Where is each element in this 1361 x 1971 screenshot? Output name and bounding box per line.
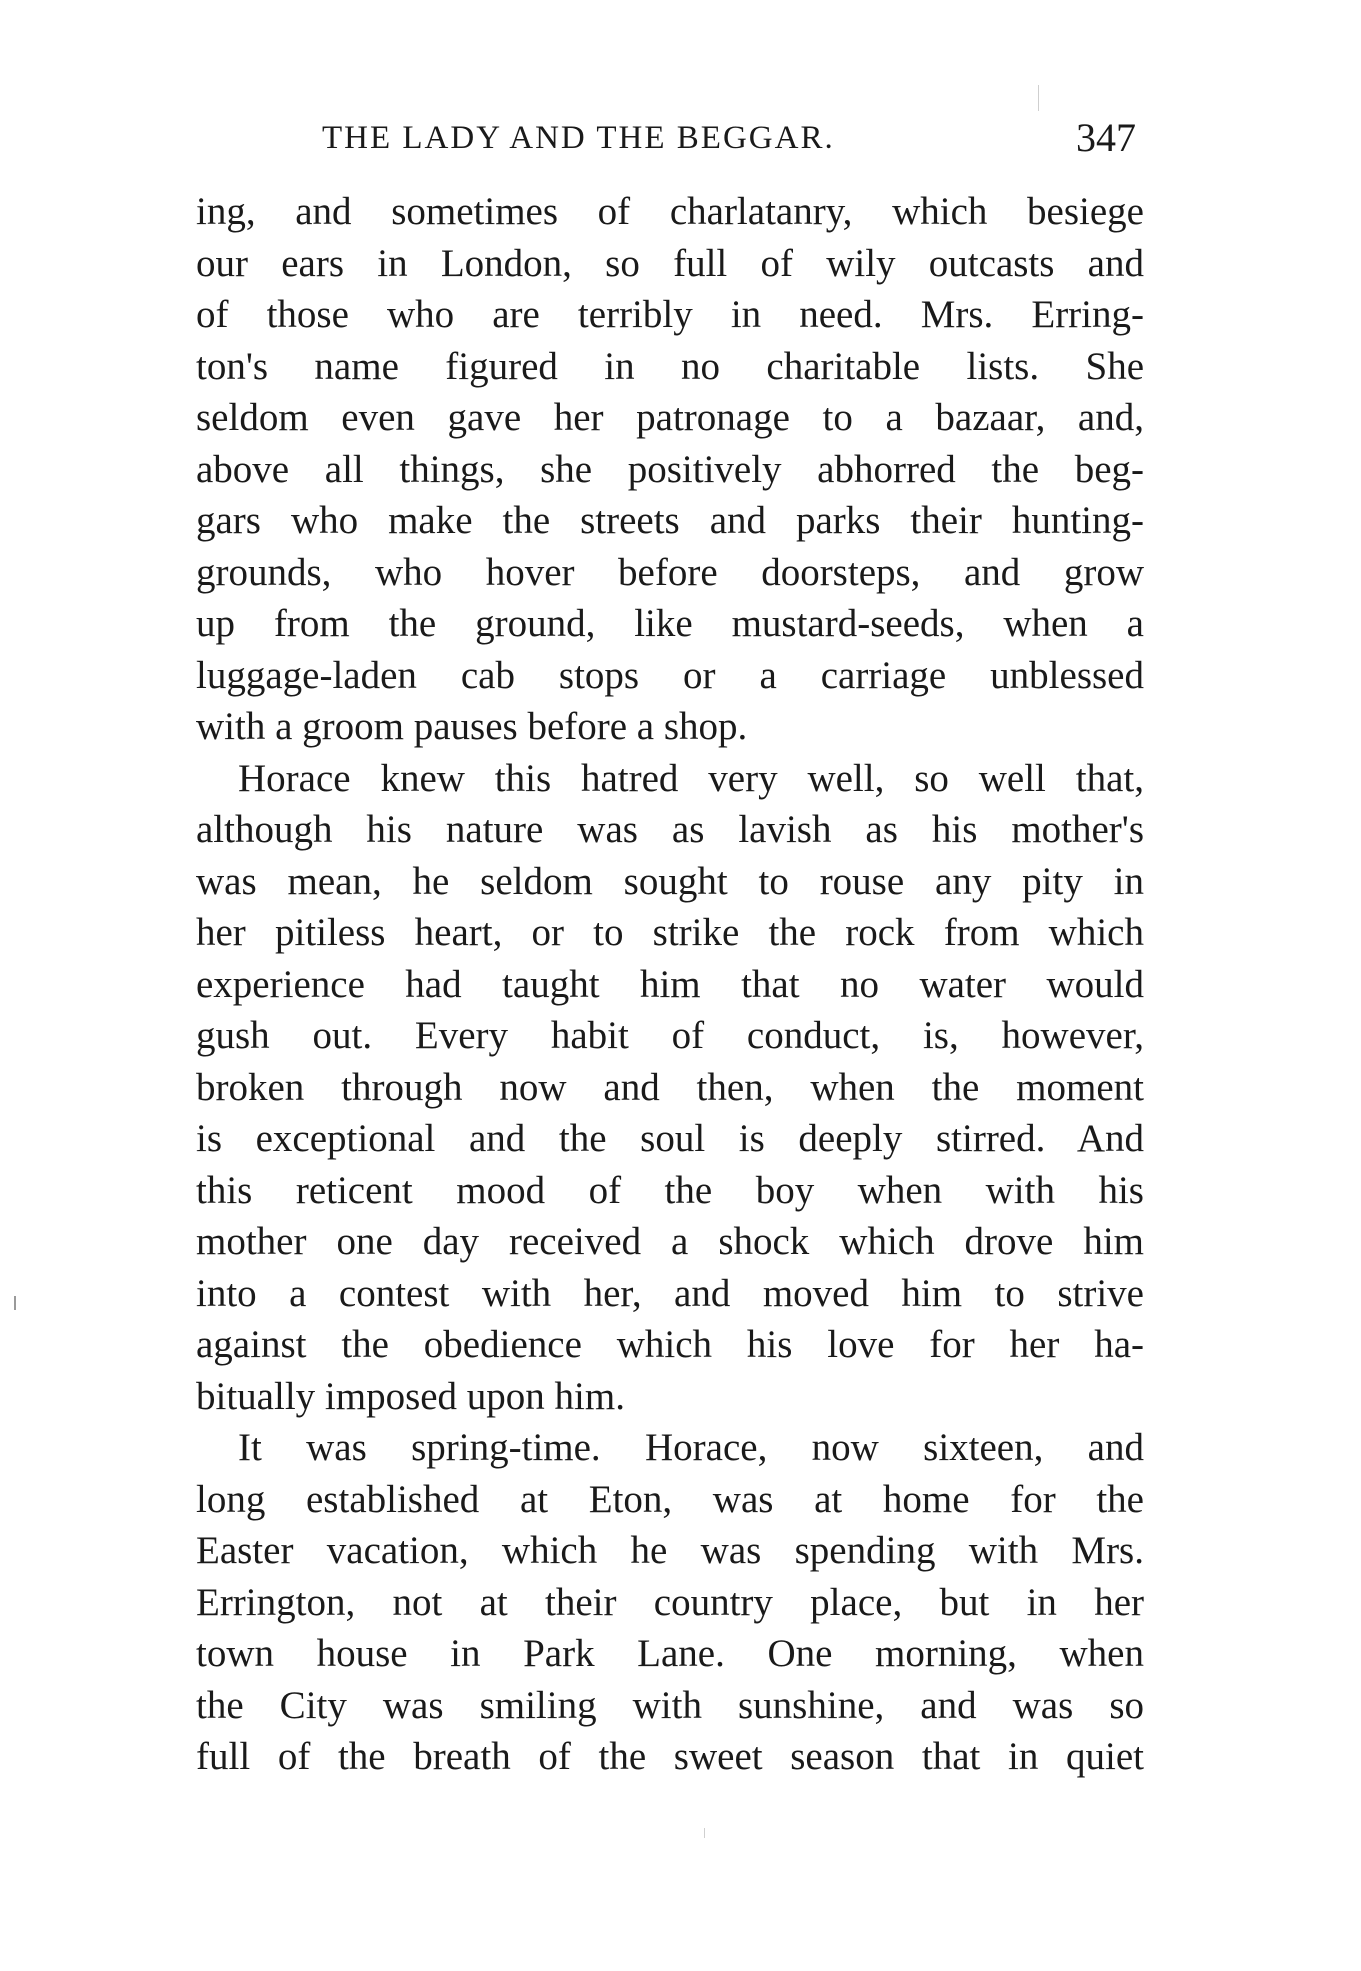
text-line: Errington, not at their country place, but in her (196, 1580, 1144, 1624)
page-number: 347 (1076, 115, 1136, 160)
text-line: seldom even gave her patronage to a bazaar, and, (196, 396, 1144, 439)
text-line: town house in Park Lane. One morning, when (196, 1632, 1144, 1675)
text-line: ing, and sometimes of charlatanry, which besiege (196, 190, 1144, 233)
text-line: mother one day received a shock which drove him (196, 1220, 1144, 1263)
text-line: is exceptional and the soul is deeply stirred. And (196, 1117, 1144, 1160)
text-line: grounds, who hover before doorsteps, and grow (196, 550, 1144, 594)
running-title: THE LADY AND THE BEGGAR. (322, 120, 835, 156)
text-line: this reticent mood of the boy when with his (196, 1168, 1144, 1212)
text-line: gush out. Every habit of conduct, is, however, (196, 1014, 1144, 1057)
text-line: broken through now and then, when the moment (196, 1065, 1144, 1109)
text-line: of those who are terribly in need. Mrs. Erring- (196, 293, 1144, 336)
text-line: long established at Eton, was at home for the (196, 1477, 1144, 1521)
text-line: against the obedience which his love for her ha- (196, 1323, 1144, 1366)
text-line: the City was smiling with sunshine, and was so (196, 1683, 1144, 1727)
text-line: into a contest with her, and moved him to strive (196, 1271, 1144, 1315)
text-line: was mean, he seldom sought to rouse any pity in (196, 859, 1144, 903)
margin-mark (14, 1296, 16, 1310)
body-text (196, 186, 1144, 1783)
text-line: experience had taught him that no water would (196, 962, 1144, 1006)
text-line: It was spring-time. Horace, now sixteen, and (238, 1426, 1144, 1469)
margin-mark (1038, 85, 1039, 111)
text-line: with a groom pauses before a shop. (196, 705, 748, 748)
text-line: ton's name figured in no charitable lists. She (196, 344, 1144, 388)
text-line: luggage-laden cab stops or a carriage unblessed (196, 653, 1144, 697)
text-line: our ears in London, so full of wily outcasts and (196, 241, 1144, 285)
text-line: bitually imposed upon him. (196, 1374, 625, 1418)
text-line: full of the breath of the sweet season that in quiet (196, 1735, 1144, 1778)
text-line: although his nature was as lavish as his mother's (196, 808, 1144, 851)
margin-mark (704, 1828, 705, 1838)
text-line: Horace knew this hatred very well, so well that, (238, 756, 1144, 800)
text-line: her pitiless heart, or to strike the rock from which (196, 911, 1144, 954)
text-line: above all things, she positively abhorred the beg- (196, 447, 1144, 491)
page-header (196, 112, 1144, 172)
text-line: gars who make the streets and parks their hunting- (196, 499, 1144, 542)
text-line: up from the ground, like mustard-seeds, when a (196, 602, 1144, 645)
text-line: Easter vacation, which he was spending with Mrs. (196, 1529, 1144, 1572)
